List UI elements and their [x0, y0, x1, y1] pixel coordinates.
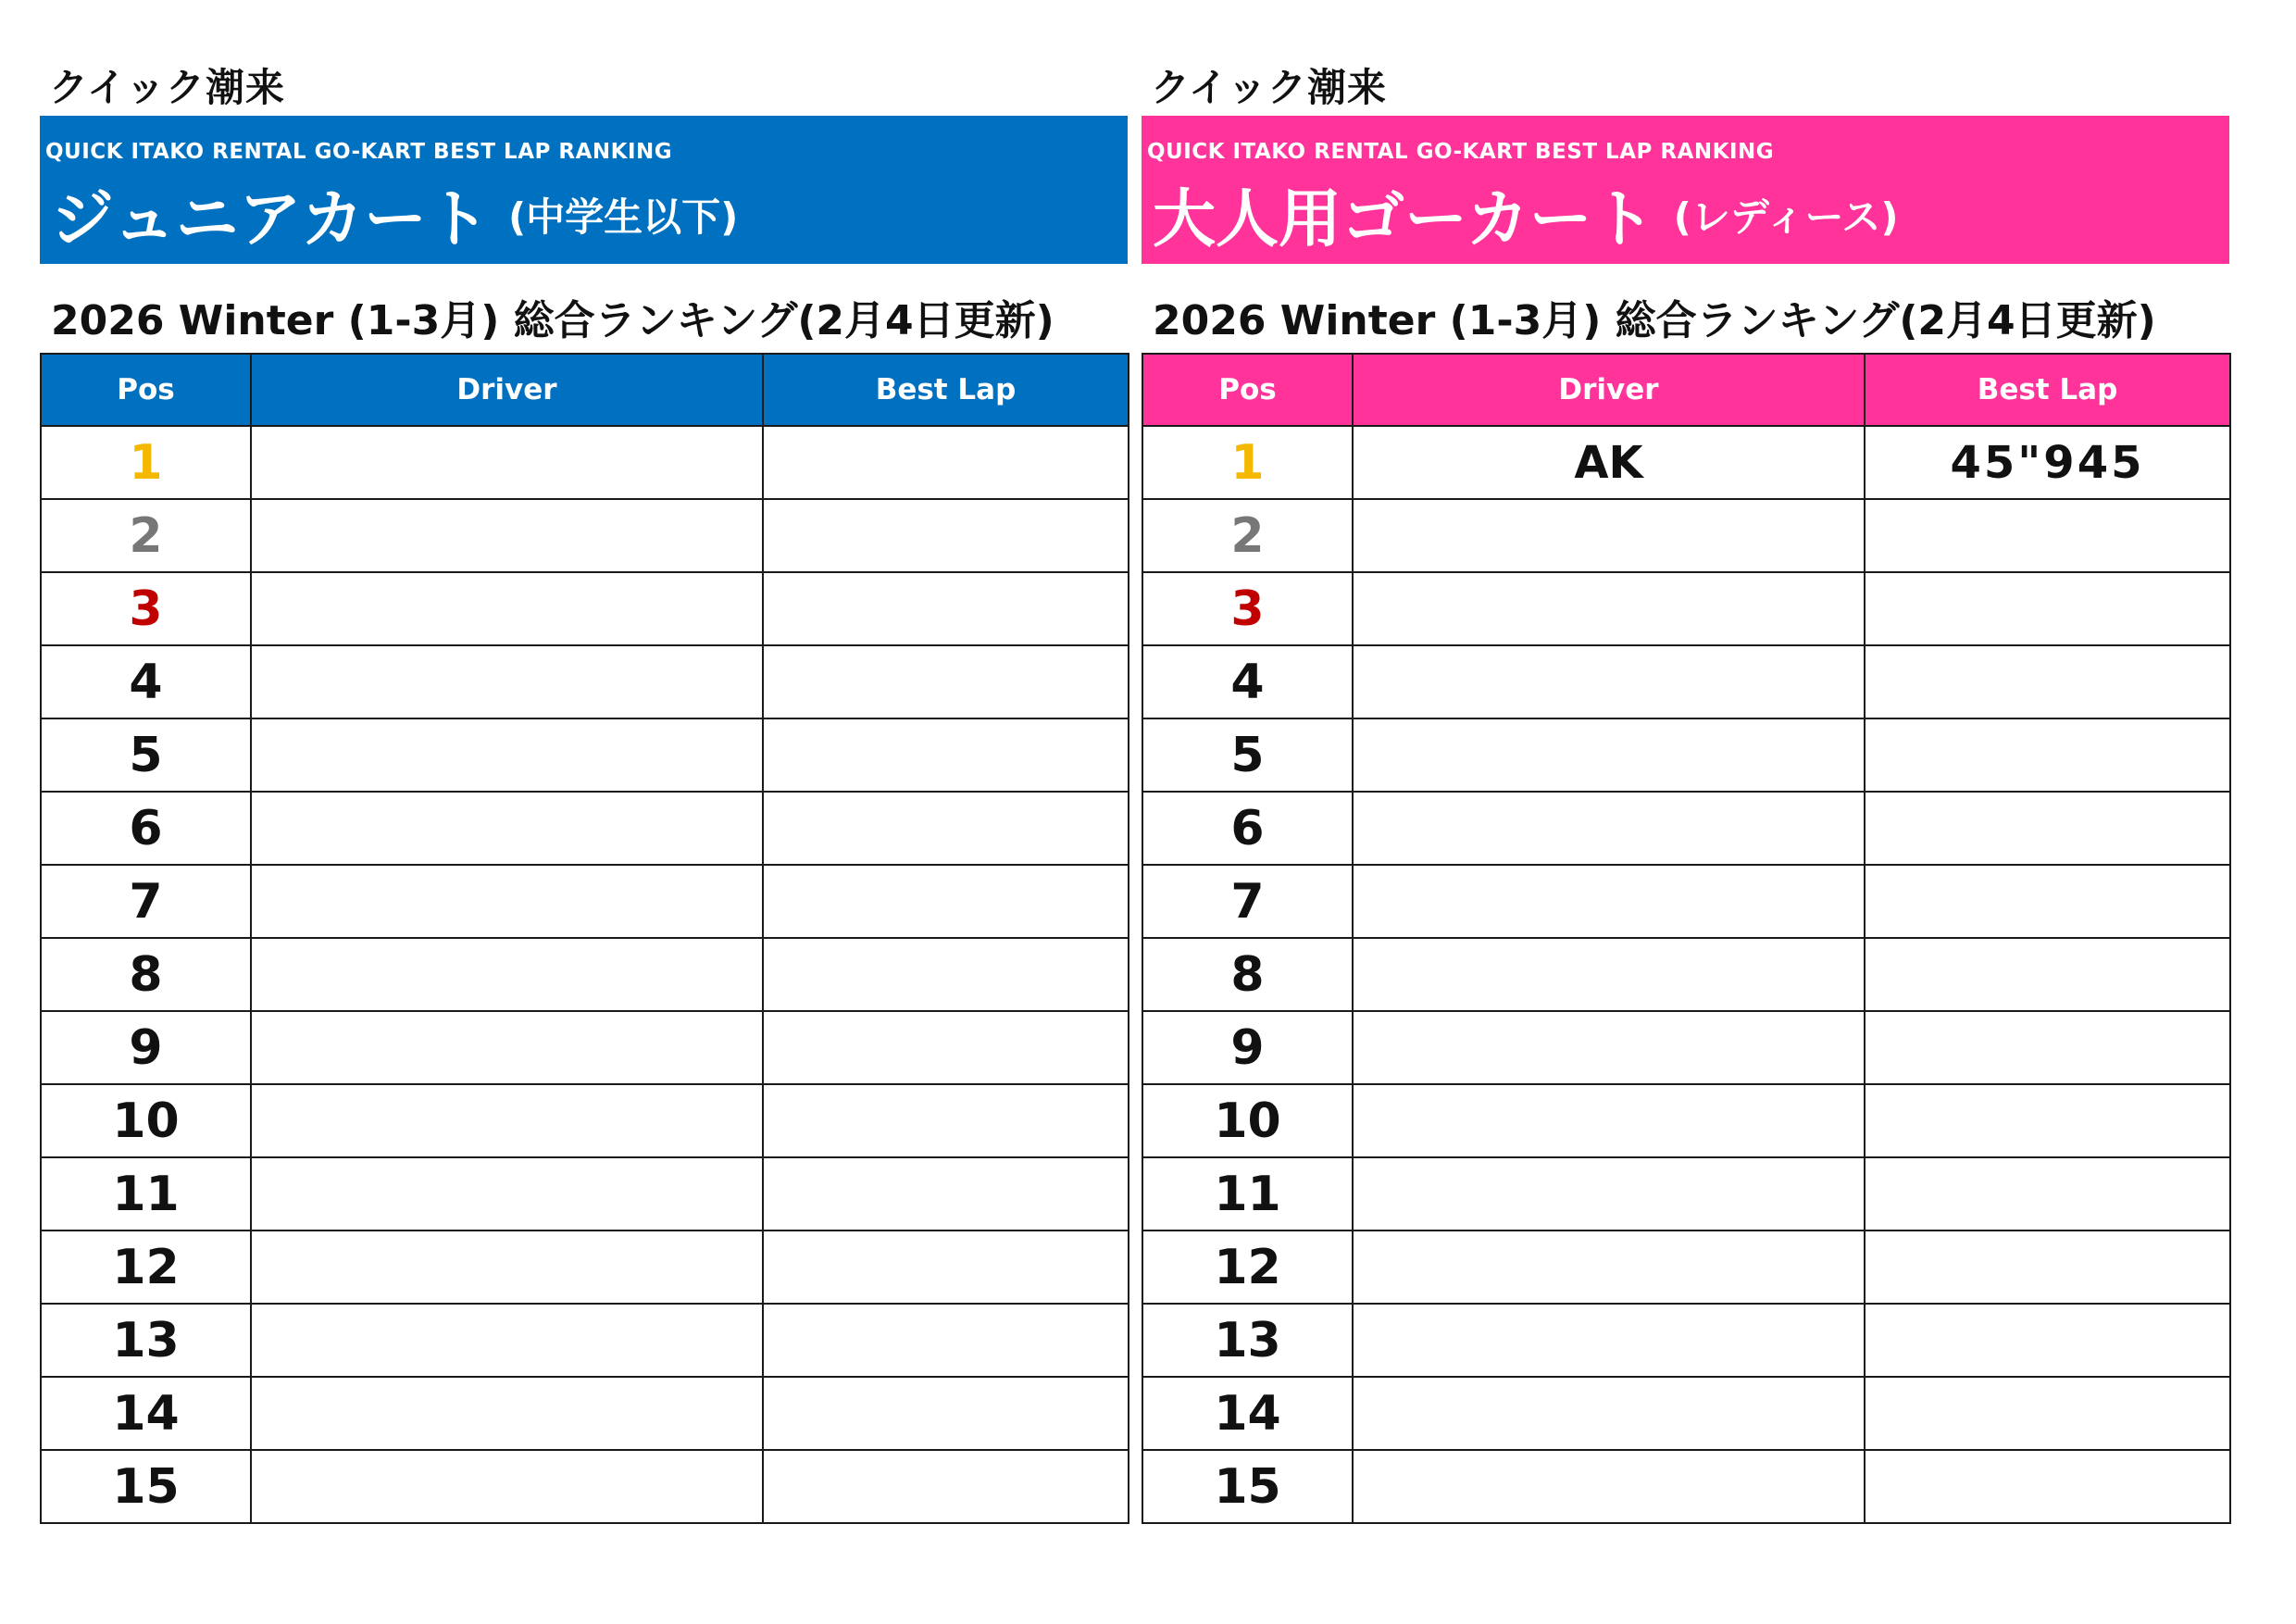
- rank-cell: 3: [1142, 572, 1353, 645]
- best-lap-cell: [763, 1157, 1129, 1230]
- best-lap-cell: [763, 792, 1129, 865]
- rank-cell: 5: [41, 718, 251, 792]
- rank-cell: 5: [1142, 718, 1353, 792]
- table-header-row: [1142, 354, 2230, 426]
- banner-title: [1153, 169, 1899, 259]
- driver-cell: AK: [1353, 426, 1865, 499]
- table-row: [41, 645, 1129, 718]
- best-lap-cell: [763, 1230, 1129, 1304]
- table-row: [1142, 1084, 2230, 1157]
- driver-cell: [1353, 865, 1865, 938]
- best-lap-cell: [763, 718, 1129, 792]
- table-row: [41, 1157, 1129, 1230]
- best-lap-cell: [1865, 1450, 2230, 1523]
- best-lap-cell: [1865, 938, 2230, 1011]
- rank-cell: 1: [41, 426, 251, 499]
- rank-cell: 10: [1142, 1084, 1353, 1157]
- table-row: [1142, 426, 2230, 499]
- best-lap-cell: [1865, 1084, 2230, 1157]
- table-row: [41, 938, 1129, 1011]
- rank-cell: 4: [41, 645, 251, 718]
- driver-cell: [1353, 1230, 1865, 1304]
- best-lap-cell: [1865, 1304, 2230, 1377]
- rank-cell: 6: [1142, 792, 1353, 865]
- best-lap-cell: [1865, 1377, 2230, 1450]
- driver-cell: [1353, 572, 1865, 645]
- ranking-table: [40, 353, 1129, 1524]
- rank-cell: 9: [41, 1011, 251, 1084]
- table-header-row: [41, 354, 1129, 426]
- driver-cell: [1353, 718, 1865, 792]
- driver-cell: [251, 865, 763, 938]
- best-lap-cell: [1865, 645, 2230, 718]
- driver-cell: [251, 1084, 763, 1157]
- rank-cell: 2: [1142, 499, 1353, 572]
- rank-cell: 8: [41, 938, 251, 1011]
- driver-cell: [1353, 1304, 1865, 1377]
- driver-cell: [251, 1450, 763, 1523]
- best-lap-cell: [763, 1011, 1129, 1084]
- rank-cell: 15: [41, 1450, 251, 1523]
- driver-cell: [251, 1157, 763, 1230]
- category-banner: [1142, 116, 2229, 264]
- driver-cell: [251, 572, 763, 645]
- season-heading: 2026 Winter (1-3月) 総合ランキング(2月4日更新): [51, 297, 1054, 344]
- table-row: [41, 426, 1129, 499]
- best-lap-cell: [763, 499, 1129, 572]
- best-lap-cell: [763, 938, 1129, 1011]
- driver-cell: [1353, 499, 1865, 572]
- rank-cell: 8: [1142, 938, 1353, 1011]
- table-row: [1142, 1011, 2230, 1084]
- best-lap-cell: [763, 1450, 1129, 1523]
- driver-cell: [251, 718, 763, 792]
- rank-cell: 12: [1142, 1230, 1353, 1304]
- column-header-pos: Pos: [41, 354, 251, 426]
- best-lap-cell: [1865, 572, 2230, 645]
- rank-cell: 2: [41, 499, 251, 572]
- rank-cell: 11: [41, 1157, 251, 1230]
- table-row: [41, 1084, 1129, 1157]
- driver-cell: [1353, 1450, 1865, 1523]
- rank-cell: 4: [1142, 645, 1353, 718]
- rank-cell: 15: [1142, 1450, 1353, 1523]
- driver-cell: [1353, 792, 1865, 865]
- table-row: [41, 1230, 1129, 1304]
- rank-cell: 6: [41, 792, 251, 865]
- table-row: [41, 1377, 1129, 1450]
- rank-cell: 13: [1142, 1304, 1353, 1377]
- best-lap-cell: [1865, 1230, 2230, 1304]
- banner-subtitle: QUICK ITAKO RENTAL GO-KART BEST LAP RANKING: [45, 140, 673, 164]
- rank-cell: 7: [41, 865, 251, 938]
- banner-subtitle: QUICK ITAKO RENTAL GO-KART BEST LAP RANKING: [1147, 140, 1775, 164]
- driver-cell: [1353, 1084, 1865, 1157]
- driver-cell: [1353, 938, 1865, 1011]
- driver-cell: [251, 645, 763, 718]
- rank-cell: 10: [41, 1084, 251, 1157]
- table-row: [1142, 1157, 2230, 1230]
- rank-cell: 14: [1142, 1377, 1353, 1450]
- table-row: [41, 865, 1129, 938]
- table-row: [1142, 499, 2230, 572]
- column-header-driver: Driver: [1353, 354, 1865, 426]
- driver-cell: [1353, 1011, 1865, 1084]
- best-lap-cell: [763, 1084, 1129, 1157]
- best-lap-cell: [763, 1304, 1129, 1377]
- best-lap-cell: [1865, 865, 2230, 938]
- table-row: [41, 1450, 1129, 1523]
- table-row: [41, 1011, 1129, 1084]
- table-row: [1142, 938, 2230, 1011]
- best-lap-cell: [763, 572, 1129, 645]
- table-row: [41, 499, 1129, 572]
- driver-cell: [251, 1304, 763, 1377]
- driver-cell: [1353, 1157, 1865, 1230]
- driver-cell: [251, 1377, 763, 1450]
- table-row: [1142, 572, 2230, 645]
- driver-cell: [251, 1011, 763, 1084]
- category-note: (中学生以下): [507, 194, 739, 240]
- rank-cell: 7: [1142, 865, 1353, 938]
- rank-cell: 3: [41, 572, 251, 645]
- column-header-driver: Driver: [251, 354, 763, 426]
- driver-cell: [251, 792, 763, 865]
- best-lap-cell: [763, 1377, 1129, 1450]
- category-banner: [40, 116, 1128, 264]
- rank-cell: 1: [1142, 426, 1353, 499]
- best-lap-cell: [1865, 1157, 2230, 1230]
- driver-cell: [1353, 645, 1865, 718]
- best-lap-cell: [763, 645, 1129, 718]
- best-lap-cell: [1865, 499, 2230, 572]
- category-title: ジュニアカート: [51, 183, 490, 256]
- table-row: [41, 1304, 1129, 1377]
- driver-cell: [251, 426, 763, 499]
- driver-cell: [1353, 1377, 1865, 1450]
- best-lap-cell: [763, 865, 1129, 938]
- best-lap-cell: 45"945: [1865, 426, 2230, 499]
- best-lap-cell: [1865, 792, 2230, 865]
- rank-cell: 12: [41, 1230, 251, 1304]
- table-row: [1142, 1377, 2230, 1450]
- rank-cell: 13: [41, 1304, 251, 1377]
- brand-name: クイック潮来: [1151, 65, 1388, 110]
- brand-name: クイック潮来: [49, 65, 286, 110]
- best-lap-cell: [1865, 718, 2230, 792]
- driver-cell: [251, 499, 763, 572]
- column-header-pos: Pos: [1142, 354, 1353, 426]
- rank-cell: 11: [1142, 1157, 1353, 1230]
- driver-cell: [251, 1230, 763, 1304]
- table-row: [1142, 645, 2230, 718]
- table-row: [41, 792, 1129, 865]
- table-row: [1142, 1304, 2230, 1377]
- table-row: [1142, 1450, 2230, 1523]
- driver-cell: [251, 938, 763, 1011]
- table-row: [1142, 865, 2230, 938]
- table-row: [1142, 1230, 2230, 1304]
- best-lap-cell: [1865, 1011, 2230, 1084]
- column-header-best-lap: Best Lap: [1865, 354, 2230, 426]
- table-row: [1142, 718, 2230, 792]
- ranking-table: [1142, 353, 2231, 1524]
- table-row: [41, 718, 1129, 792]
- category-note: (レディース): [1673, 194, 1899, 240]
- table-row: [41, 572, 1129, 645]
- season-heading: 2026 Winter (1-3月) 総合ランキング(2月4日更新): [1153, 297, 2156, 344]
- best-lap-cell: [763, 426, 1129, 499]
- table-row: [1142, 792, 2230, 865]
- category-title: 大人用ゴーカート: [1153, 183, 1655, 256]
- banner-title: [51, 169, 738, 259]
- rank-cell: 14: [41, 1377, 251, 1450]
- rank-cell: 9: [1142, 1011, 1353, 1084]
- column-header-best-lap: Best Lap: [763, 354, 1129, 426]
